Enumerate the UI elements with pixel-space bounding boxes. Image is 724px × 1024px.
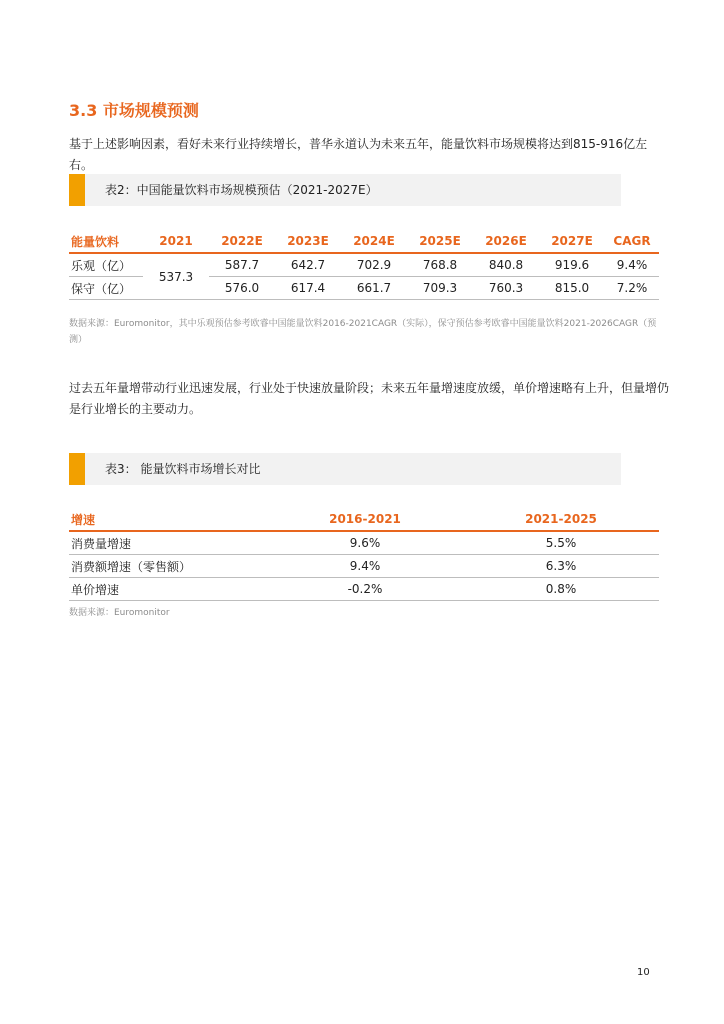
caption-accent-bar: [69, 453, 85, 485]
table2-header-cell: 2027E: [539, 230, 605, 253]
table-cell: 9.6%: [267, 531, 463, 555]
table2-caption: [69, 174, 621, 206]
caption-accent-bar: [69, 174, 85, 206]
table3-caption-text: 表3： 能量饮料市场增长对比: [105, 462, 261, 476]
table2-caption-text: 表2：中国能量饮料市场规模预估（2021-2027E）: [105, 183, 378, 197]
table-row: [69, 531, 659, 555]
table-cell: 6.3%: [463, 555, 659, 578]
table3-caption: [69, 453, 621, 485]
row-label: 消费额增速（零售额）: [69, 555, 267, 578]
table-cell: 702.9: [341, 253, 407, 277]
growth-comparison-table: [69, 508, 659, 601]
table2-header-cell: 2024E: [341, 230, 407, 253]
intro-paragraph: 基于上述影响因素，看好未来行业持续增长，普华永道认为未来五年，能量饮料市场规模将达到815-916亿左右。: [69, 137, 648, 172]
table3-header-cell: 2021-2025: [463, 508, 659, 531]
table3-source-note: 数据来源：Euromonitor: [69, 608, 170, 618]
table2-header-cell: 能量饮料: [69, 230, 143, 253]
table-row: [69, 578, 659, 601]
table-cell: 919.6: [539, 253, 605, 277]
table-row: [69, 253, 659, 277]
row-label: 单价增速: [69, 578, 267, 601]
table-cell: 9.4%: [605, 253, 659, 277]
table-cell: 617.4: [275, 277, 341, 300]
table2-header-cell: 2022E: [209, 230, 275, 253]
page-number: 10: [637, 967, 650, 978]
row-label: 保守（亿）: [69, 277, 143, 300]
table-cell: 760.3: [473, 277, 539, 300]
table2-header-cell: 2025E: [407, 230, 473, 253]
table-cell: 5.5%: [463, 531, 659, 555]
table-cell: 587.7: [209, 253, 275, 277]
table2-header-cell: CAGR: [605, 230, 659, 253]
table2-header-cell: 2026E: [473, 230, 539, 253]
table-cell: 815.0: [539, 277, 605, 300]
table-row: [69, 555, 659, 578]
table2-source-note: 数据来源：Euromonitor，其中乐观预估参考欧睿中国能量饮料2016-2021CAGR（实际），保守预估参考欧睿中国能量饮料2021-2026CAGR（预测）: [69, 319, 657, 345]
row-label: 乐观（亿）: [69, 253, 143, 277]
table-cell: 9.4%: [267, 555, 463, 578]
table2-header-cell: 2023E: [275, 230, 341, 253]
row-label: 消费量增速: [69, 531, 267, 555]
table-cell: 642.7: [275, 253, 341, 277]
growth-paragraph: 过去五年量增带动行业迅速发展，行业处于快速放量阶段；未来五年量增速度放缓，单价增速略有上升，但量增仍是行业增长的主要动力。: [69, 381, 670, 416]
table-cell: 709.3: [407, 277, 473, 300]
table-cell: 840.8: [473, 253, 539, 277]
table-cell: 661.7: [341, 277, 407, 300]
table-cell: -0.2%: [267, 578, 463, 601]
base-2021-cell: 537.3: [143, 253, 209, 300]
table-cell: 0.8%: [463, 578, 659, 601]
table2-header-cell: 2021: [143, 230, 209, 253]
table2-header-row: [69, 230, 659, 253]
table-cell: 7.2%: [605, 277, 659, 300]
table-cell: 768.8: [407, 253, 473, 277]
market-size-forecast-table: [69, 230, 659, 300]
table3-header-row: [69, 508, 659, 531]
section-title: 3.3 市场规模预测: [69, 101, 199, 120]
table3-header-cell: 2016-2021: [267, 508, 463, 531]
table-cell: 576.0: [209, 277, 275, 300]
table3-header-cell: 增速: [69, 508, 267, 531]
